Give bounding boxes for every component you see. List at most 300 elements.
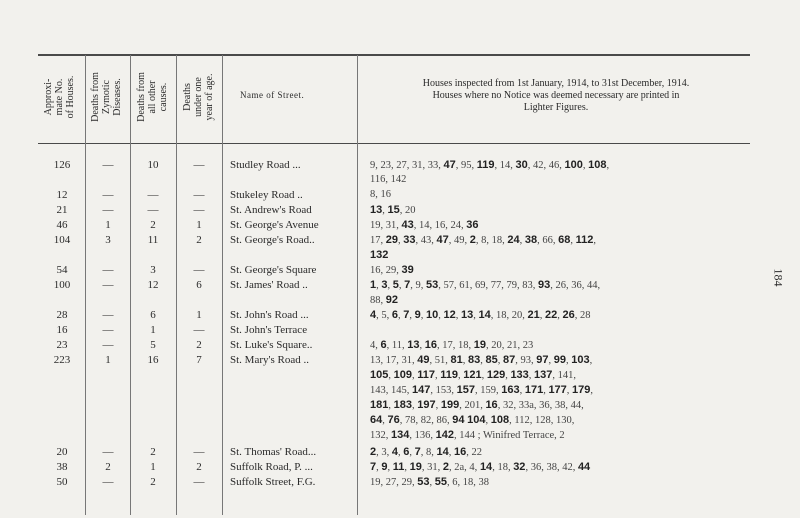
zymotic-deaths: —: [102, 324, 114, 336]
column-divider: [130, 55, 131, 515]
street-name: St. John's Terrace: [230, 324, 308, 336]
under-one-deaths: 1: [196, 219, 202, 231]
houses-inspected-line: [370, 233, 748, 248]
other-deaths: 2: [150, 476, 156, 488]
house-number-text: , 93,: [515, 355, 537, 366]
houses-inspected-line: [370, 398, 748, 413]
house-number-text: ,: [411, 400, 418, 411]
house-number-noticed: 2: [469, 234, 476, 246]
zymotic-deaths: —: [102, 279, 114, 291]
house-number-text: ,: [519, 235, 525, 246]
house-number-noticed: 163: [501, 384, 520, 396]
house-number-noticed: 6: [391, 309, 398, 321]
house-number-noticed: 26: [562, 309, 575, 321]
house-number-text: ,: [404, 462, 410, 473]
header-under-one-deaths: Deaths under one year of age.: [182, 73, 215, 121]
house-number-text: ,: [409, 310, 415, 321]
house-number-text: ,: [497, 355, 503, 366]
house-number-text: , 95,: [455, 160, 477, 171]
house-number-noticed: 43: [401, 219, 414, 231]
house-number-noticed: 11: [392, 461, 405, 473]
house-number-text: 19, 31,: [370, 220, 402, 231]
house-number-noticed: 6: [380, 339, 387, 351]
house-number-noticed: 13: [461, 309, 474, 321]
zymotic-deaths: —: [102, 309, 114, 321]
house-number-noticed: 30: [515, 159, 528, 171]
house-number-text: ,: [481, 370, 487, 381]
house-number-noticed: 2: [370, 446, 377, 458]
house-number-noticed: 14: [478, 309, 491, 321]
house-number-noticed: 47: [443, 159, 456, 171]
house-number-noticed: 10: [426, 309, 439, 321]
house-number-text: ,: [462, 355, 468, 366]
header-inspected-line: Houses where no Notice was deemed necessary are printed in: [432, 90, 680, 101]
street-name: St. George's Road..: [230, 234, 315, 246]
house-number-noticed: 108: [588, 159, 607, 171]
house-number-text: , 6, 18, 38: [447, 477, 489, 488]
house-number-noticed: 9: [381, 461, 388, 473]
under-one-deaths: —: [193, 159, 205, 171]
house-number-noticed: 19: [473, 339, 486, 351]
house-number-noticed: 64: [370, 414, 383, 426]
house-number-noticed: 39: [401, 264, 414, 276]
page-number: 184: [771, 268, 786, 287]
other-deaths: —: [147, 204, 159, 216]
house-number-text: ,: [448, 447, 454, 458]
houses-inspected: [370, 188, 748, 202]
other-deaths: 10: [147, 159, 159, 171]
house-number-text: , 141,: [552, 370, 577, 381]
house-number-noticed: 119: [476, 159, 495, 171]
house-number-text: 132,: [370, 430, 391, 441]
houses-inspected-line: [370, 475, 748, 490]
street-name: Suffolk Street, F.G.: [230, 476, 316, 488]
house-number-noticed: 197: [417, 399, 436, 411]
house-number-text: ,: [387, 280, 393, 291]
other-deaths: 1: [150, 461, 156, 473]
house-number-text: , 20: [399, 205, 416, 216]
zymotic-deaths: —: [102, 204, 114, 216]
house-number-text: ,: [409, 447, 415, 458]
column-divider: [357, 55, 358, 515]
houses-inspected-line: [370, 353, 748, 368]
under-one-deaths: 2: [196, 461, 202, 473]
header-approx-houses: Approxi- mate No. of Houses.: [43, 75, 76, 119]
house-number-text: ,: [419, 340, 425, 351]
street-name: St. Thomas' Road...: [230, 446, 317, 458]
house-number-text: ,: [519, 385, 525, 396]
house-number-text: , 43,: [415, 235, 437, 246]
street-name: St. Luke's Square..: [230, 339, 313, 351]
houses-inspected-line: [370, 203, 748, 218]
house-number-text: ,: [420, 310, 426, 321]
houses-count: 21: [56, 204, 68, 216]
house-number-noticed: 32: [513, 461, 526, 473]
house-number-text: 13, 17, 31,: [370, 355, 418, 366]
under-one-deaths: 6: [196, 279, 202, 291]
house-number-noticed: 9: [414, 309, 421, 321]
other-deaths: 1: [150, 324, 156, 336]
houses-inspected-line: [370, 428, 748, 443]
house-number-text: ,: [455, 310, 461, 321]
houses-inspected-line: [370, 383, 748, 398]
house-number-text: , 14,: [494, 160, 516, 171]
house-number-noticed: 157: [456, 384, 475, 396]
house-number-text: ,: [434, 370, 441, 381]
house-number-text: ,: [429, 477, 435, 488]
houses-inspected-line: [370, 278, 748, 293]
under-one-deaths: —: [193, 324, 205, 336]
house-number-text: , 136,: [409, 430, 436, 441]
house-number-text: ,: [505, 370, 511, 381]
house-number-text: ,: [589, 355, 593, 366]
house-number-text: , 51,: [429, 355, 451, 366]
houses-count: 46: [56, 219, 68, 231]
houses-inspected-line: [370, 293, 748, 308]
house-number-text: ,: [593, 235, 596, 246]
zymotic-deaths: 1: [105, 354, 111, 366]
house-number-text: , 14, 16, 24,: [413, 220, 467, 231]
house-number-text: 116, 142: [370, 174, 407, 185]
under-one-deaths: —: [193, 204, 205, 216]
house-number-noticed: 99: [553, 354, 566, 366]
zymotic-deaths: —: [102, 159, 114, 171]
street-name: St. John's Road ...: [230, 309, 309, 321]
house-number-text: ,: [473, 310, 479, 321]
house-number-text: , 20, 21, 23: [486, 340, 534, 351]
houses-count: 20: [56, 446, 68, 458]
house-number-text: 88,: [370, 295, 386, 306]
other-deaths: 6: [150, 309, 156, 321]
house-number-noticed: 29: [385, 234, 398, 246]
houses-inspected: [370, 278, 748, 308]
street-name: Suffolk Road, P. ...: [230, 461, 313, 473]
other-deaths: 12: [147, 279, 159, 291]
house-number-text: ,: [557, 310, 563, 321]
house-number-noticed: 12: [443, 309, 456, 321]
house-number-text: , 8, 18,: [475, 235, 508, 246]
house-number-noticed: 53: [417, 476, 430, 488]
street-name: St. George's Avenue: [230, 219, 319, 231]
zymotic-deaths: 1: [105, 219, 111, 231]
zymotic-deaths: —: [102, 339, 114, 351]
houses-inspected-line: [370, 158, 748, 173]
house-number-text: , 18, 20,: [490, 310, 528, 321]
houses-inspected-line: [370, 460, 748, 475]
house-number-noticed: 97: [536, 354, 549, 366]
house-number-noticed: 47: [436, 234, 449, 246]
houses-inspected-line: [370, 188, 748, 202]
house-number-text: , 26, 36, 44,: [550, 280, 601, 291]
house-number-noticed: 7: [403, 309, 410, 321]
house-number-text: ,: [480, 355, 486, 366]
houses-inspected: [370, 218, 748, 233]
house-number-noticed: 38: [524, 234, 538, 246]
house-number-text: , 153,: [430, 385, 457, 396]
house-number-text: ,: [382, 415, 388, 426]
house-number-text: 8, 16: [370, 189, 391, 200]
house-number-noticed: 5: [392, 279, 399, 291]
houses-count: 38: [56, 461, 68, 473]
other-deaths: 16: [147, 354, 159, 366]
house-number-noticed: 108: [490, 414, 510, 426]
houses-count: 126: [53, 159, 71, 171]
house-number-text: 4,: [370, 340, 381, 351]
house-number-noticed: 13: [407, 339, 420, 351]
house-number-text: ,: [398, 280, 405, 291]
houses-inspected-line: [370, 173, 748, 187]
house-number-text: ,: [566, 355, 572, 366]
house-number-noticed: 16: [485, 399, 498, 411]
house-number-noticed: 85: [485, 354, 498, 366]
other-deaths: 3: [150, 264, 156, 276]
house-number-noticed: 92: [385, 294, 398, 306]
under-one-deaths: 1: [196, 309, 202, 321]
under-one-deaths: 7: [196, 354, 202, 366]
column-divider: [222, 55, 223, 515]
house-number-text: ,: [398, 447, 404, 458]
house-number-noticed: 3: [381, 279, 388, 291]
house-number-noticed: 16: [454, 446, 467, 458]
house-number-noticed: 100: [564, 159, 583, 171]
house-number-noticed: 33: [403, 234, 416, 246]
house-number-noticed: 94: [452, 414, 465, 426]
house-number-noticed: 76: [387, 414, 400, 426]
house-number-noticed: 16: [424, 339, 437, 351]
houses-count: 16: [56, 324, 68, 336]
under-one-deaths: 2: [196, 339, 202, 351]
zymotic-deaths: 3: [105, 234, 111, 246]
street-name: St. James' Road ..: [230, 279, 308, 291]
house-number-noticed: 103: [571, 354, 590, 366]
street-name: St. George's Square: [230, 264, 317, 276]
house-number-text: ,: [457, 370, 464, 381]
other-deaths: —: [147, 189, 159, 201]
house-number-noticed: 137: [534, 369, 553, 381]
house-number-text: , 31,: [421, 462, 443, 473]
houses-inspected: [370, 203, 748, 218]
house-number-text: , 2a, 4,: [449, 462, 480, 473]
houses-inspected: [370, 475, 748, 490]
house-number-noticed: 7: [414, 446, 421, 458]
houses-count: 54: [56, 264, 68, 276]
other-deaths: 11: [147, 234, 159, 246]
house-number-text: ,: [570, 235, 576, 246]
house-number-text: 17,: [370, 235, 386, 246]
column-divider: [176, 55, 177, 515]
house-number-noticed: 49: [417, 354, 430, 366]
house-number-noticed: 6: [403, 446, 410, 458]
house-number-noticed: 24: [507, 234, 520, 246]
house-number-text: ,: [376, 462, 382, 473]
header-houses-inspected: [362, 78, 750, 114]
houses-inspected-line: [370, 368, 748, 383]
house-number-noticed: 14: [479, 461, 493, 473]
house-number-noticed: 183: [393, 399, 412, 411]
under-one-deaths: —: [193, 189, 205, 201]
houses-inspected: [370, 158, 748, 187]
house-number-text: ,: [382, 205, 388, 216]
zymotic-deaths: —: [102, 446, 114, 458]
house-number-noticed: 1: [370, 279, 377, 291]
zymotic-deaths: 2: [105, 461, 111, 473]
other-deaths: 2: [150, 446, 156, 458]
house-number-text: , 3,: [376, 447, 392, 458]
header-inspected-line: Lighter Figures.: [523, 102, 589, 113]
house-number-noticed: 142: [435, 429, 454, 441]
house-number-noticed: 22: [545, 309, 558, 321]
house-number-text: ,: [548, 355, 554, 366]
house-number-text: , 57, 61, 69, 77, 79, 83,: [438, 280, 538, 291]
house-number-noticed: 7: [404, 279, 411, 291]
house-number-text: , 144 ; Winifred Terrace, 2: [453, 430, 565, 441]
under-one-deaths: —: [193, 264, 205, 276]
house-number-noticed: 21: [527, 309, 540, 321]
house-number-noticed: 87: [503, 354, 516, 366]
houses-inspected: [370, 308, 748, 323]
house-number-text: ,: [590, 385, 594, 396]
houses-count: 223: [53, 354, 71, 366]
house-number-text: ,: [435, 400, 441, 411]
street-name: St. Mary's Road ..: [230, 354, 309, 366]
house-number-noticed: 147: [412, 384, 431, 396]
house-number-text: ,: [438, 310, 444, 321]
house-number-text: 143, 145,: [370, 385, 412, 396]
houses-inspected-line: [370, 308, 748, 323]
houses-inspected: [370, 233, 748, 263]
header-zymotic-deaths: Deaths from Zymotic Diseases.: [90, 72, 123, 122]
house-number-text: , 9,: [410, 280, 426, 291]
house-number-text: ,: [398, 310, 404, 321]
house-number-text: , 66,: [537, 235, 559, 246]
column-divider: [85, 55, 86, 515]
house-number-noticed: 104: [467, 414, 486, 426]
houses-count: 23: [56, 339, 68, 351]
other-deaths: 5: [150, 339, 156, 351]
houses-inspected: [370, 460, 748, 475]
house-number-text: , 28: [574, 310, 591, 321]
house-number-noticed: 171: [524, 384, 544, 396]
house-number-text: ,: [582, 160, 589, 171]
zymotic-deaths: —: [102, 476, 114, 488]
zymotic-deaths: —: [102, 264, 114, 276]
house-number-text: , 22: [466, 447, 482, 458]
street-name: Stukeley Road ..: [230, 189, 303, 201]
house-number-noticed: 112: [575, 234, 594, 246]
house-number-text: , 49,: [448, 235, 470, 246]
houses-inspected-line: [370, 338, 748, 353]
houses-inspected-line: [370, 413, 748, 428]
house-number-text: ,: [528, 370, 535, 381]
house-number-noticed: 181: [370, 399, 389, 411]
house-number-noticed: 129: [486, 369, 506, 381]
header-rule: [38, 143, 750, 144]
house-number-noticed: 4: [370, 309, 377, 321]
house-number-noticed: 55: [434, 476, 447, 488]
houses-inspected: [370, 263, 748, 278]
house-number-noticed: 53: [426, 279, 439, 291]
under-one-deaths: —: [193, 476, 205, 488]
house-number-noticed: 117: [417, 369, 435, 381]
house-number-noticed: 83: [468, 354, 481, 366]
house-number-noticed: 133: [510, 369, 529, 381]
house-number-noticed: 109: [393, 369, 412, 381]
house-number-noticed: 7: [370, 461, 377, 473]
houses-count: 28: [56, 309, 68, 321]
house-number-text: ,: [543, 385, 549, 396]
house-number-text: ,: [566, 385, 573, 396]
house-number-text: , 112, 128, 130,: [509, 415, 575, 426]
house-number-noticed: 14: [436, 446, 449, 458]
house-number-text: ,: [398, 235, 404, 246]
house-number-noticed: 199: [440, 399, 460, 411]
house-number-text: 19, 27, 29,: [370, 477, 418, 488]
house-number-noticed: 13: [370, 204, 383, 216]
header-street-name: Name of Street.: [240, 90, 305, 100]
house-number-noticed: 93: [538, 279, 551, 291]
house-number-text: , 42, 46,: [527, 160, 565, 171]
houses-inspected-line: [370, 445, 748, 460]
houses-count: 104: [53, 234, 71, 246]
house-number-noticed: 179: [572, 384, 591, 396]
house-number-text: ,: [485, 415, 491, 426]
house-number-noticed: 2: [442, 461, 450, 473]
house-number-text: ,: [388, 400, 394, 411]
house-number-noticed: 177: [548, 384, 567, 396]
house-number-noticed: 132: [370, 249, 389, 261]
houses-count: 50: [56, 476, 68, 488]
house-number-text: , 5,: [376, 310, 392, 321]
house-number-noticed: 19: [409, 461, 422, 473]
street-name: St. Andrew's Road: [230, 204, 312, 216]
house-number-text: , 32, 33a, 36, 38, 44,: [497, 400, 584, 411]
house-number-noticed: 119: [440, 369, 458, 381]
house-number-text: , 78, 82, 86,: [399, 415, 453, 426]
house-number-text: , 201,: [459, 400, 486, 411]
house-number-text: ,: [387, 462, 393, 473]
house-number-text: ,: [411, 370, 418, 381]
header-other-deaths: Deaths from all other causes.: [136, 72, 169, 122]
house-number-noticed: 68: [558, 234, 571, 246]
houses-count: 12: [56, 189, 68, 201]
houses-count: 100: [53, 279, 71, 291]
street-name: Studley Road ...: [230, 159, 301, 171]
houses-inspected: [370, 445, 748, 460]
under-one-deaths: —: [193, 446, 205, 458]
houses-inspected: [370, 353, 748, 443]
house-number-text: , 17, 18,: [437, 340, 474, 351]
house-number-text: , 18,: [492, 462, 514, 473]
house-number-text: ,: [606, 160, 610, 171]
house-number-text: 16, 29,: [370, 265, 402, 276]
house-number-noticed: 36: [466, 219, 479, 231]
house-number-noticed: 134: [391, 429, 410, 441]
house-number-text: , 8,: [420, 447, 437, 458]
zymotic-deaths: —: [102, 189, 114, 201]
under-one-deaths: 2: [196, 234, 202, 246]
house-number-text: , 159,: [474, 385, 502, 396]
header-inspected-line: Houses inspected from 1st January, 1914, to 31st December, 1914.: [422, 78, 690, 89]
house-number-noticed: 4: [391, 446, 398, 458]
house-number-noticed: 81: [450, 354, 463, 366]
house-number-noticed: 44: [577, 461, 591, 473]
house-number-text: , 11,: [386, 340, 408, 351]
house-number-text: ,: [388, 370, 394, 381]
other-deaths: 2: [150, 219, 156, 231]
houses-inspected-line: [370, 263, 748, 278]
house-number-text: ,: [539, 310, 545, 321]
house-number-noticed: 15: [387, 204, 400, 216]
